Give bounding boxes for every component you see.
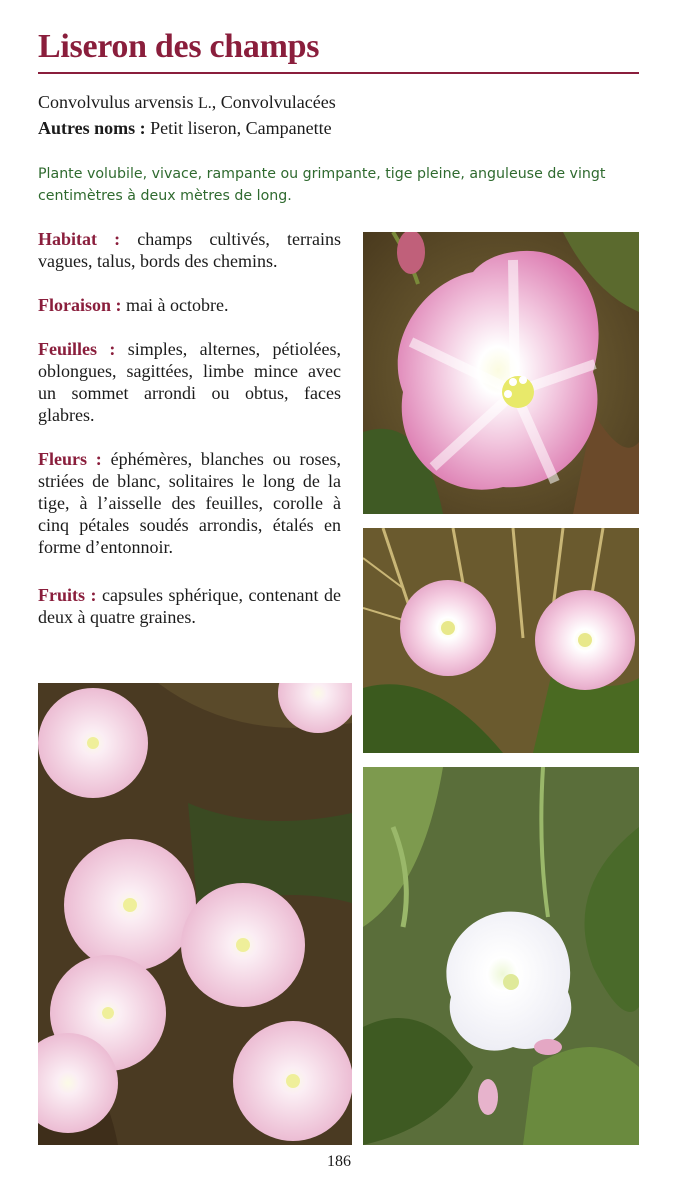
section-label: Feuilles : <box>38 339 116 359</box>
section-fruits <box>38 584 341 628</box>
section-label: Fleurs : <box>38 449 102 469</box>
section-fleurs <box>38 448 341 558</box>
photo-white-flower <box>363 767 639 1145</box>
section-habitat <box>38 228 341 272</box>
title-rule <box>38 72 639 74</box>
latin-name: Convolvulus arvensis <box>38 92 194 112</box>
intro-description: Plante volubile, vivace, rampante ou grimpante, tige pleine, anguleuse de vingt centimètres à deux mètres de long. <box>38 166 606 204</box>
section-text: champs cultivés, terrains vagues, talus, bords des chemins. <box>38 229 341 271</box>
section-floraison <box>38 294 341 316</box>
section-text: éphémères, blanches ou roses, striées de blanc, solitaires le long de la tige, à l’aisselle des feuilles, corolle à cinq pétales soudés arrondis, étalés en forme d’entonnoir. <box>38 449 341 557</box>
section-feuilles <box>38 338 341 426</box>
section-label: Habitat : <box>38 229 121 249</box>
section-label: Fruits : <box>38 585 97 605</box>
photo-flower-cluster <box>38 683 352 1145</box>
page-title: Liseron des champs <box>38 28 320 65</box>
other-names-label: Autres noms : <box>38 118 146 138</box>
section-text: simples, alternes, pétiolées, oblongues, sagittées, limbe mince avec un sommet arrondi ou obtus, faces glabres. <box>38 339 341 425</box>
other-names-value: Petit liseron, Campanette <box>145 118 332 138</box>
scientific-name <box>38 92 336 113</box>
family-name: , Convolvulacées <box>211 92 336 112</box>
section-text: capsules sphérique, contenant de deux à quatre graines. <box>38 585 341 627</box>
page-number: 186 <box>327 1153 351 1170</box>
photo-two-flowers <box>363 528 639 753</box>
section-label: Floraison : <box>38 295 122 315</box>
section-text: mai à octobre. <box>121 295 229 315</box>
photo-flower-closeup <box>363 232 639 514</box>
author-abbrev: L. <box>198 95 212 112</box>
other-names <box>38 118 332 139</box>
